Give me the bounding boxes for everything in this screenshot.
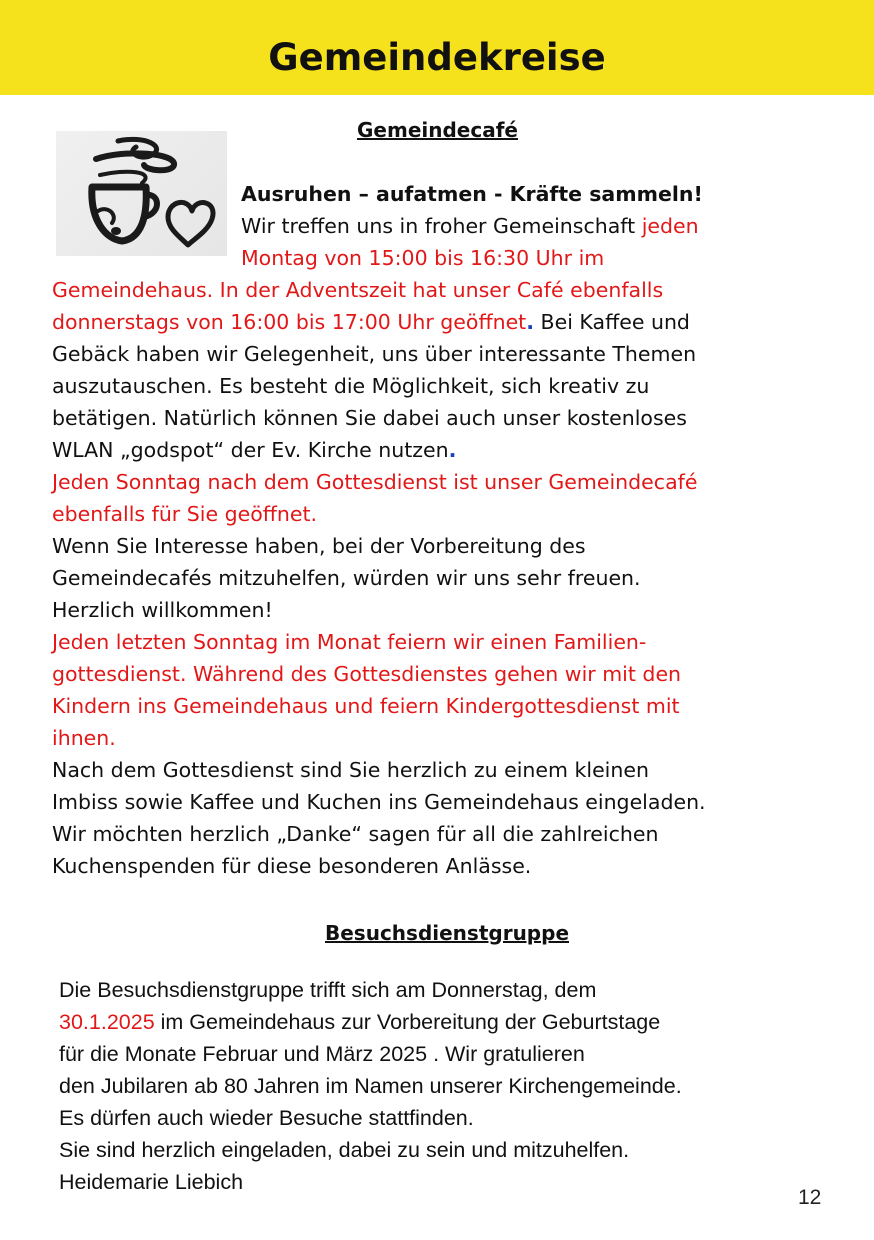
cafe-text-line: Gemeindecafés mitzuhelfen, würden wir uns sehr freuen. [52,566,641,590]
cafe-text-line [52,306,690,338]
text-segment: WLAN „godspot“ der Ev. Kirche nutzen [52,438,449,462]
page-header-bar [0,0,874,95]
besuch-text-line: Es dürfen auch wieder Besuche stattfinden. [59,1106,474,1130]
cafe-text-line [52,434,456,466]
cafe-text-line: Imbiss sowie Kaffee und Kuchen ins Gemeindehaus eingeladen. [52,790,706,814]
text-segment: Wir treffen uns in froher Gemeinschaft [241,214,642,238]
cafe-text-line: Nach dem Gottesdienst sind Sie herzlich zu einem kleinen [52,758,649,782]
cafe-text-line: gottesdienst. Während des Gottesdienstes gehen wir mit den [52,662,682,686]
cafe-text-line: Wenn Sie Interesse haben, bei der Vorbereitung des [52,534,586,558]
text-segment: Bei Kaffee und [534,310,690,334]
cafe-text-line: Gebäck haben wir Gelegenheit, uns über interessante Themen [52,342,697,366]
cafe-text-line: Montag von 15:00 bis 16:30 Uhr im [241,246,605,270]
cafe-text-line: ihnen. [52,726,116,750]
text-segment: im Gemeindehaus zur Vorbereitung der Geburtstage [154,1010,661,1034]
cafe-text-line: Gemeindehaus. In der Adventszeit hat unser Café ebenfalls [52,278,664,302]
besuch-text-line: Sie sind herzlich eingeladen, dabei zu sein und mitzuhelfen. [59,1138,630,1162]
highlight-date: 30.1.2025 [59,1010,155,1034]
cafe-text-line: Jeden letzten Sonntag im Monat feiern wir einen Familien- [52,630,647,654]
cafe-section-title: Gemeindecafé [357,118,518,142]
cafe-text-line: auszutauschen. Es besteht die Möglichkeit, sich kreativ zu [52,374,650,398]
coffee-cup-heart-icon [56,131,227,256]
besuch-text-line: für die Monate Februar und März 2025 . Wir gratulieren [59,1042,585,1066]
cafe-text-line [241,210,699,242]
cafe-text-line: Wir möchten herzlich „Danke“ sagen für all die zahlreichen [52,822,659,846]
cafe-text-line: betätigen. Natürlich können Sie dabei auch unser kostenloses [52,406,687,430]
cafe-text-line: Kuchenspenden für diese besonderen Anlässe. [52,854,532,878]
page-title: Gemeindekreise [268,36,606,79]
author-signature: Heidemarie Liebich [59,1170,244,1194]
besuch-text-line: den Jubilaren ab 80 Jahren im Namen unserer Kirchengemeinde. [59,1074,682,1098]
besuch-section-title: Besuchsdienstgruppe [325,921,570,945]
cafe-text-line: Jeden Sonntag nach dem Gottesdienst ist unser Gemeindecafé [52,470,698,494]
besuch-text-line [59,1006,660,1038]
besuch-text-line: Die Besuchsdienstgruppe trifft sich am Donnerstag, dem [59,978,597,1002]
highlight-text: donnerstags von 16:00 bis 17:00 Uhr geöffnet [52,310,527,334]
page-number: 12 [798,1186,822,1209]
cafe-text-line: Kindern ins Gemeindehaus und feiern Kindergottesdienst mit [52,694,680,718]
cafe-text-line: Herzlich willkommen! [52,598,273,622]
cafe-text-line: ebenfalls für Sie geöffnet. [52,502,318,526]
text-segment: . [526,310,535,334]
text-segment: . [448,438,457,462]
cafe-headline: Ausruhen – aufatmen - Kräfte sammeln! [241,182,703,206]
highlight-text: jeden [641,214,699,238]
